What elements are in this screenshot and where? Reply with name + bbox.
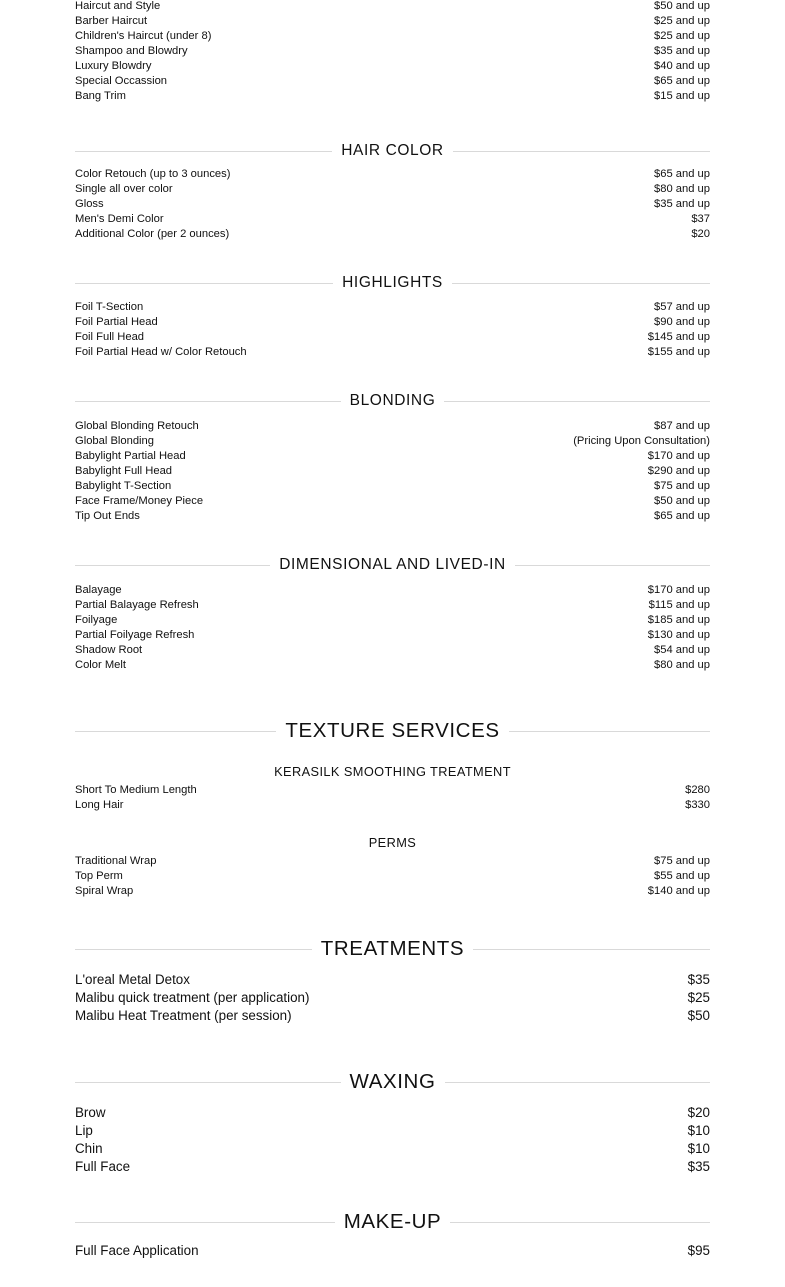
- list-item: [75, 783, 710, 798]
- list-item: [75, 854, 710, 869]
- list-item: [75, 971, 710, 989]
- service-price: $280: [685, 784, 710, 796]
- divider: [473, 949, 710, 950]
- service-price: $40 and up: [654, 60, 710, 72]
- service-name: Tip Out Ends: [75, 510, 140, 522]
- list-item: [75, 1122, 710, 1140]
- service-name: Malibu quick treatment (per application): [75, 990, 310, 1005]
- service-name: Global Blonding Retouch: [75, 420, 199, 432]
- divider: [515, 565, 710, 566]
- service-price: $290 and up: [647, 465, 710, 477]
- service-price: $155 and up: [647, 346, 710, 358]
- service-name: Partial Balayage Refresh: [75, 599, 199, 611]
- list-item: [75, 419, 710, 434]
- divider: [453, 151, 710, 152]
- divider: [509, 731, 710, 732]
- service-price: (Pricing Upon Consultation): [573, 435, 710, 447]
- service-price: $37: [691, 213, 710, 225]
- section-header-waxing: [75, 1068, 710, 1096]
- service-name: Short To Medium Length: [75, 784, 197, 796]
- list-item: [75, 479, 710, 494]
- service-price: $57 and up: [654, 301, 710, 313]
- list-item: [75, 989, 710, 1007]
- list-item: [75, 1007, 710, 1025]
- list-item: [75, 658, 710, 673]
- service-name: Babylight Full Head: [75, 465, 173, 477]
- service-name: Men's Demi Color: [75, 213, 164, 225]
- list-item: [75, 14, 710, 29]
- divider: [75, 151, 332, 152]
- section-title: HAIR COLOR: [341, 142, 444, 159]
- service-price: $54 and up: [654, 644, 710, 656]
- service-price: $35: [687, 972, 710, 987]
- service-price: $95: [687, 1243, 710, 1258]
- service-price: $80 and up: [654, 659, 710, 671]
- list-item: [75, 227, 710, 242]
- service-price: $115 and up: [648, 599, 710, 611]
- section-title: BLONDING: [349, 392, 436, 409]
- service-name: Full Face Application: [75, 1243, 199, 1258]
- service-price: $65 and up: [654, 168, 710, 180]
- list-item: [75, 0, 710, 14]
- divider: [452, 283, 710, 284]
- service-name: Shadow Root: [75, 644, 143, 656]
- highlights-list: [75, 300, 710, 360]
- list-item: [75, 300, 710, 315]
- service-name: Special Occassion: [75, 75, 168, 87]
- divider: [75, 283, 333, 284]
- section-header-texture: [75, 717, 710, 745]
- service-price: $90 and up: [654, 316, 710, 328]
- service-name: Chin: [75, 1141, 103, 1156]
- haircuts-list: [75, 0, 710, 104]
- divider: [444, 401, 710, 402]
- service-name: Long Hair: [75, 799, 124, 811]
- service-name: Color Retouch (up to 3 ounces): [75, 168, 231, 180]
- service-name: Full Face: [75, 1159, 131, 1174]
- service-name: Foil Partial Head: [75, 316, 158, 328]
- service-price: $35 and up: [654, 198, 710, 210]
- service-name: Color Melt: [75, 659, 126, 671]
- service-price: $50 and up: [654, 0, 710, 12]
- list-item: [75, 1104, 710, 1122]
- service-price: $35: [687, 1159, 710, 1174]
- list-item: [75, 59, 710, 74]
- divider: [75, 1222, 335, 1223]
- service-name: Brow: [75, 1105, 106, 1120]
- section-title: DIMENSIONAL AND LIVED-IN: [279, 556, 506, 573]
- divider: [75, 731, 276, 732]
- list-item: [75, 197, 710, 212]
- list-item: [75, 1158, 710, 1176]
- list-item: [75, 1242, 710, 1260]
- service-price: $75 and up: [654, 480, 710, 492]
- service-name: Barber Haircut: [75, 15, 148, 27]
- list-item: [75, 29, 710, 44]
- perms-list: [75, 854, 710, 899]
- service-price: $20: [691, 228, 710, 240]
- list-item: [75, 44, 710, 59]
- hair-color-list: [75, 167, 710, 242]
- makeup-list: [75, 1242, 710, 1260]
- list-item: [75, 434, 710, 449]
- section-header-highlights: [75, 272, 710, 294]
- list-item: [75, 182, 710, 197]
- divider: [75, 401, 341, 402]
- list-item: [75, 330, 710, 345]
- section-header-treatments: [75, 935, 710, 963]
- service-price: $65 and up: [654, 510, 710, 522]
- service-name: Foil Full Head: [75, 331, 145, 343]
- service-price: $25: [687, 990, 710, 1005]
- service-price: $75 and up: [654, 855, 710, 867]
- service-name: Bang Trim: [75, 90, 126, 102]
- section-header-hair-color: [75, 140, 710, 162]
- service-price: $35 and up: [654, 45, 710, 57]
- list-item: [75, 315, 710, 330]
- service-name: Gloss: [75, 198, 104, 210]
- list-item: [75, 494, 710, 509]
- kerasilk-list: [75, 783, 710, 813]
- service-name: Partial Foilyage Refresh: [75, 629, 195, 641]
- service-price: $87 and up: [654, 420, 710, 432]
- service-price: $25 and up: [654, 30, 710, 42]
- list-item: [75, 643, 710, 658]
- list-item: [75, 598, 710, 613]
- service-price: $140 and up: [647, 885, 710, 897]
- list-item: [75, 628, 710, 643]
- service-name: Lip: [75, 1123, 93, 1138]
- section-title: TEXTURE SERVICES: [285, 719, 500, 742]
- service-price: $170 and up: [647, 584, 710, 596]
- section-title: HIGHLIGHTS: [342, 274, 443, 291]
- service-price: $55 and up: [654, 870, 710, 882]
- service-price: $130 and up: [647, 629, 710, 641]
- list-item: [75, 464, 710, 479]
- price-list: [75, 0, 710, 1260]
- list-item: [75, 89, 710, 104]
- service-price: $25 and up: [654, 15, 710, 27]
- list-item: [75, 509, 710, 524]
- service-price: $330: [685, 799, 710, 811]
- section-title: TREATMENTS: [320, 937, 465, 960]
- service-name: Global Blonding: [75, 435, 154, 447]
- service-name: Babylight T-Section: [75, 480, 172, 492]
- list-item: [75, 1140, 710, 1158]
- list-item: [75, 167, 710, 182]
- divider: [445, 1082, 711, 1083]
- list-item: [75, 884, 710, 899]
- service-price: $50 and up: [654, 495, 710, 507]
- subsection-title-perms: PERMS: [368, 835, 417, 850]
- section-header-dimensional: [75, 554, 710, 576]
- treatments-list: [75, 971, 710, 1025]
- divider: [450, 1222, 710, 1223]
- section-title: WAXING: [349, 1070, 436, 1093]
- list-item: [75, 869, 710, 884]
- service-name: Additional Color (per 2 ounces): [75, 228, 230, 240]
- list-item: [75, 583, 710, 598]
- service-name: Face Frame/Money Piece: [75, 495, 204, 507]
- list-item: [75, 613, 710, 628]
- service-name: Foil T-Section: [75, 301, 144, 313]
- section-title: MAKE-UP: [343, 1210, 442, 1233]
- service-price: $80 and up: [654, 183, 710, 195]
- blonding-list: [75, 419, 710, 524]
- waxing-list: [75, 1104, 710, 1176]
- divider: [75, 1082, 341, 1083]
- service-price: $170 and up: [647, 450, 710, 462]
- service-price: $185 and up: [647, 614, 710, 626]
- service-price: $50: [687, 1008, 710, 1023]
- service-name: Luxury Blowdry: [75, 60, 152, 72]
- service-price: $65 and up: [654, 75, 710, 87]
- service-name: Foil Partial Head w/ Color Retouch: [75, 346, 247, 358]
- service-name: Children's Haircut (under 8): [75, 30, 212, 42]
- list-item: [75, 345, 710, 360]
- service-name: Single all over color: [75, 183, 173, 195]
- service-name: Top Perm: [75, 870, 123, 882]
- dimensional-list: [75, 583, 710, 673]
- service-name: Foilyage: [75, 614, 118, 626]
- list-item: [75, 449, 710, 464]
- service-price: $10: [687, 1123, 710, 1138]
- service-name: Haircut and Style: [75, 0, 161, 12]
- service-price: $20: [687, 1105, 710, 1120]
- divider: [75, 565, 270, 566]
- subsection-title-kerasilk: KERASILK SMOOTHING TREATMENT: [274, 764, 511, 779]
- service-name: Balayage: [75, 584, 122, 596]
- list-item: [75, 74, 710, 89]
- service-price: $10: [687, 1141, 710, 1156]
- divider: [75, 949, 312, 950]
- section-header-makeup: [75, 1208, 710, 1236]
- service-price: $145 and up: [647, 331, 710, 343]
- service-name: Malibu Heat Treatment (per session): [75, 1008, 292, 1023]
- service-name: Babylight Partial Head: [75, 450, 186, 462]
- service-name: Traditional Wrap: [75, 855, 157, 867]
- service-name: Shampoo and Blowdry: [75, 45, 188, 57]
- service-price: $15 and up: [654, 90, 710, 102]
- service-name: Spiral Wrap: [75, 885, 134, 897]
- list-item: [75, 798, 710, 813]
- section-header-blonding: [75, 390, 710, 412]
- list-item: [75, 212, 710, 227]
- service-name: L'oreal Metal Detox: [75, 972, 190, 987]
